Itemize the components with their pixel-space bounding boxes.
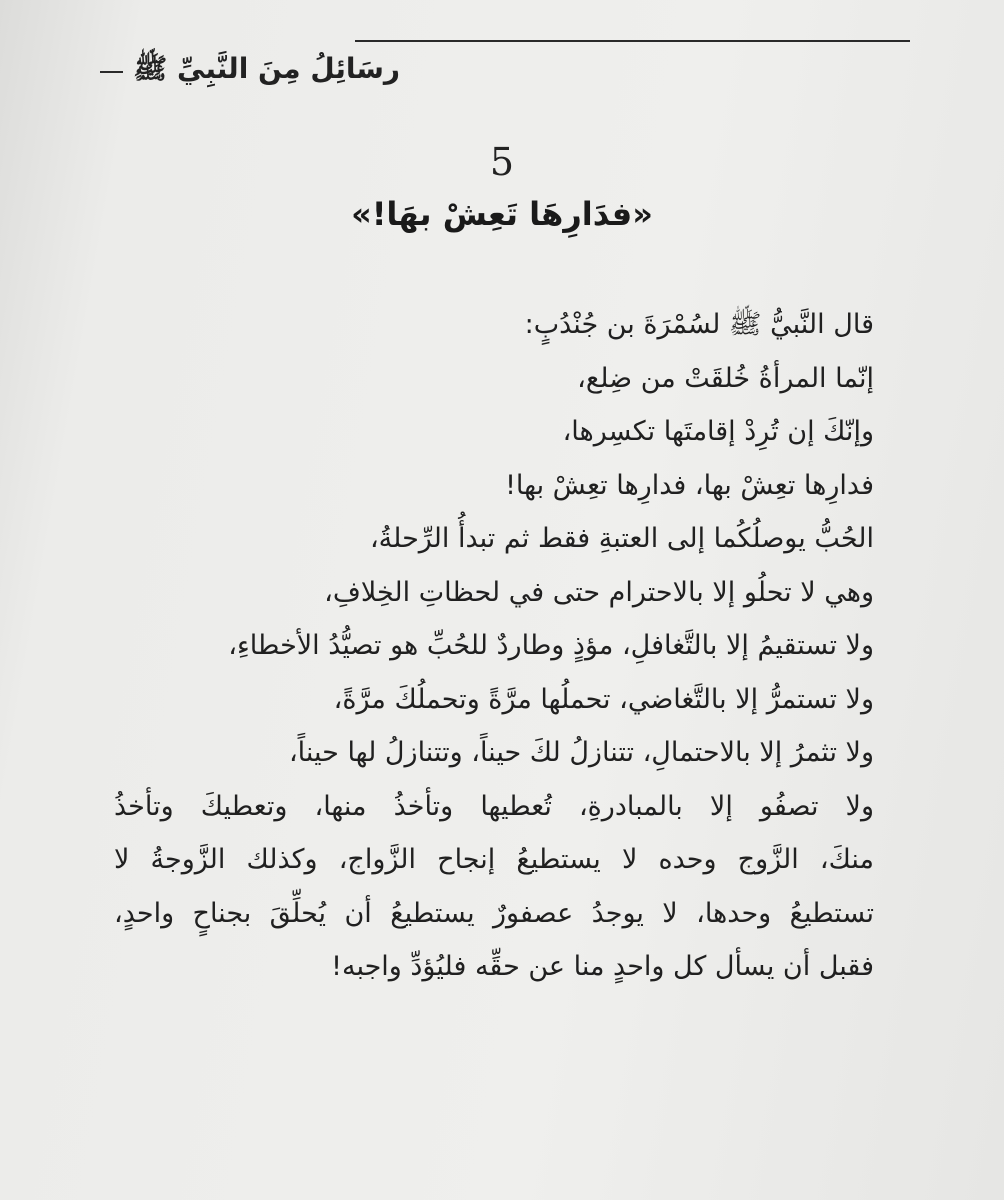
text-line: ولا تصفُو إلا بالمبادرةِ، تُعطيها وتأخذُ منها، وتعطيكَ وتأخذُ: [114, 790, 874, 822]
text-line: ولا تثمرُ إلا بالاحتمالِ، تتنازلُ لكَ حيناً، وتتنازلُ لها حيناً،: [288, 737, 874, 768]
text-line: الحُبُّ يوصلُكُما إلى العتبةِ فقط ثم تبدأُ الرِّحلةُ،: [369, 523, 874, 554]
text-line: فقبل أن يسأل كل واحدٍ منا عن حقِّه فليُؤدِّ واجبه!: [331, 951, 874, 982]
running-header-title: رسَائِلُ مِنَ النَّبِيِّ ﷺ: [133, 52, 400, 85]
text-line: فدارِها تعِشْ بها، فدارِها تعِشْ بها!: [505, 469, 874, 501]
header-rule: [355, 40, 910, 42]
body-text: [114, 298, 874, 994]
chapter-title: «فدَارِهَا تَعِشْ بهَا!»: [351, 195, 653, 233]
text-line: إنّما المرأةُ خُلقَتْ من ضِلع،: [577, 362, 874, 394]
text-line: ولا تستقيمُ إلا بالتَّغافلِ، مؤذٍ وطاردٌ للحُبِّ هو تصيُّدُ الأخطاءِ،: [228, 630, 874, 661]
text-line: وإنّكَ إن تُرِدْ إقامتَها تكسِرها،: [562, 416, 874, 447]
text-line: وهي لا تحلُو إلا بالاحترام حتى في لحظاتِ الخِلافِ،: [324, 576, 874, 608]
text-line: ولا تستمرُّ إلا بالتَّغاضي، تحملُها مرَّةً وتحملُكَ مرَّةً،: [333, 683, 874, 715]
running-header-title-group: [100, 52, 400, 92]
text-line: قال النَّبيُّ ﷺ لسُمْرَةَ بن جُنْدُبٍ:: [524, 309, 874, 340]
chapter-number: 5: [489, 140, 515, 184]
text-line: منكَ، الزَّوج وحده لا يستطيعُ إنجاح الزَّواج، وكذلك الزَّوجةُ لا: [114, 844, 874, 875]
header-dash: [100, 71, 123, 73]
text-line: تستطيعُ وحدها، لا يوجدُ عصفورٌ يستطيعُ أن يُحلِّقَ بجناحٍ واحدٍ،: [114, 897, 874, 929]
running-header: [100, 38, 910, 98]
